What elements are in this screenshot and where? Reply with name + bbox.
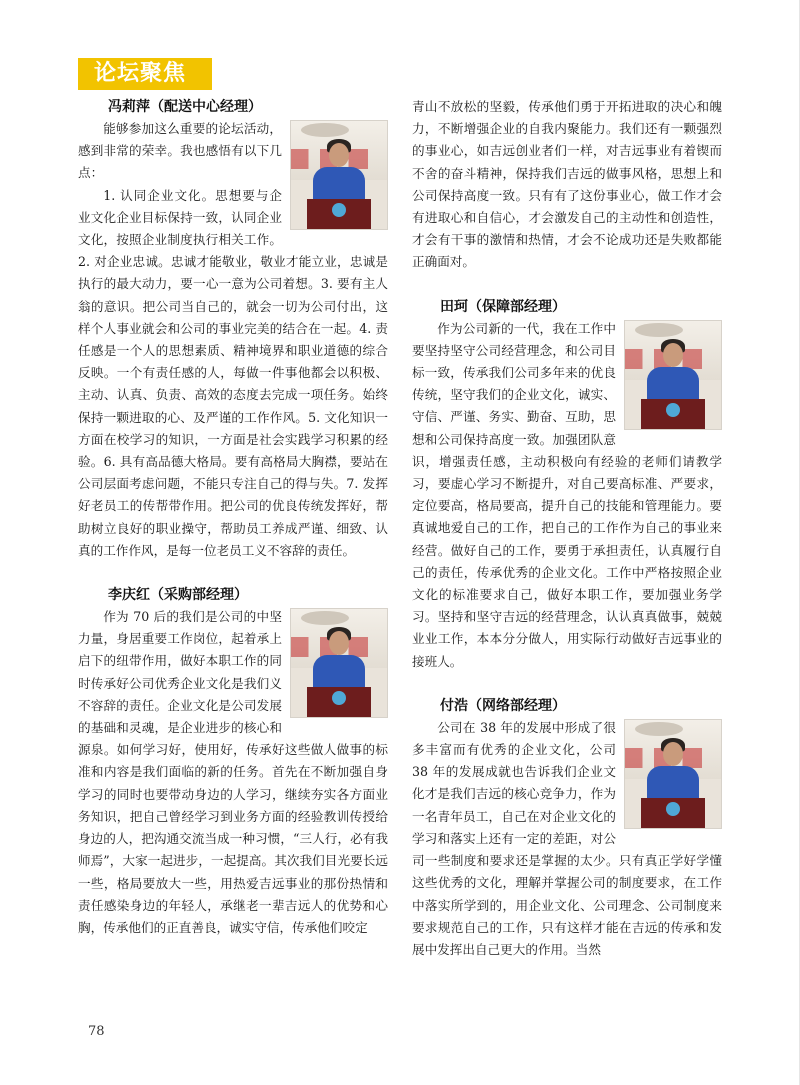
- section-title: 论坛聚焦: [94, 61, 187, 86]
- page-number: 78: [88, 1024, 105, 1039]
- left-column: [78, 96, 388, 939]
- paragraph: 公司在 38 年的发展中形成了很多丰富而有优秀的企业文化，公司 38 年的发展成就也告诉我们企业文化才是我们吉远的核心竞争力，作为一名青年员工，自己在对企业文化的学习和落实上还有一定的差距，对公司一些制度和要求还是掌握的太少。只有真正学好学懂这些优秀的文化，理解并掌握公司的制度要求，在工作中落实所学到的，用企业文化、公司理念、公司制度来要求规范自己的工作，只有这样才能在吉远的传承和发展中发挥出自己更大的作用。当然: [412, 719, 722, 957]
- paragraph: 作为公司新的一代，我在工作中要坚持坚守公司经营理念，和公司目标一致，传承我们公司多年来的优良传统，坚守我们的企业文化，诚实、守信、严谨、务实、勤奋、互助，思想和公司保持高度一致。加强团队意识，增强责任感，主动积极向有经验的老师们请教学习，要虚心学习不断提升，对自己要高标准、严要求，定位要高，格局要高，提升自己的技能和管理能力。要真诚地爱自己的工作，把自己的工作作为自己的事业来经营。做好自己的工作，要勇于承担责任，认真履行自己的责任，传承优秀的企业文化。工作中严格按照企业文化的标准要求自己，做好本职工作，要加强业务学习。坚持和坚守吉远的经营理念，认认真真做事，兢兢业业工作，本本分分做人，用实际行动做好吉远事业的接班人。: [412, 320, 722, 669]
- right-column: [412, 96, 722, 961]
- paragraph: 能够参加这么重要的论坛活动，感到非常的荣幸。我也感悟有以下几点：: [78, 121, 282, 181]
- section-banner: [78, 58, 212, 90]
- speaker-photo-feng: [290, 120, 388, 230]
- speaker-photo-fu: [624, 719, 722, 829]
- paragraph: 1. 认同企业文化。思想要与企业文化企业目标保持一致，认同企业文化，按照企业制度执行相关工作。2. 对企业忠诚。忠诚才能敬业，敬业才能立业，忠诚是执行的最大动力，要一心一意为公司着想。3. 要有主人翁的意识。把公司当自己的，就会一切为公司付出，这样个人事业就会和公司的事业完美的结合在一起。4. 责任感是一个人的思想素质、精神境界和职业道德的综合反映。一个有责任感的人，每做一件事他都会以积极、主动、认真、负责、高效的态度去完成一项任务。始终保持一颗进取的心、及严谨的工作作风。5. 文化知识一方面在校学习的知识，一方面是社会实践学习积累的经验。6. 具有高品德大格局。要有高格局大胸襟，要站在公司层面考虑问题，不能只专注自己的得与失。7. 发挥好老员工的传帮带作用。把公司的优良传统发挥好，帮助树立良好的职业操守，帮助员工养成严谨、细致、认真的工作作风，是每一位老员工义不容辞的责任。: [78, 187, 388, 558]
- speaker-photo-tian: [624, 320, 722, 430]
- speaker-photo-li: [290, 608, 388, 718]
- article-heading-li: 李庆红（采购部经理）: [108, 587, 248, 604]
- paragraph: 作为 70 后的我们是公司的中坚力量，身居重要工作岗位，起着承上启下的纽带作用，做好本职工作的同时传承好公司优秀企业文化是我们义不容辞的责任。企业文化是公司发展的基础和灵魂，是企业进步的核心和源泉。如何学习好，使用好，传承好这些做人做事的标准和内容是我们面临的新的任务。首先在不断加强自身学习的同时也要带动身边的人学习，继续夯实各方面业务知识，把自己曾经学习到业务方面的经验教训传授给身边的人，把沟通交流当成一种习惯，“三人行，必有我师焉”，大家一起进步，一起提高。其次我们目光要长远一些，格局要放大一些，用热爱吉远事业的那份热情和责任感染身边的年轻人，承继老一辈吉远人的优势和心胸，传承他们的正直善良，诚实守信，传承他们咬定: [78, 609, 388, 935]
- article-heading-fu: 付浩（网络部经理）: [440, 697, 566, 714]
- paragraph-continued: 青山不放松的坚毅，传承他们勇于开拓进取的决心和魄力，不断增强企业的自我内聚能力。我们还有一颗强烈的事业心，如吉远创业者们一样，对吉远事业有着锲而不舍的奋斗精神，保持我们吉远的做事风格，思想上和公司保持高度一致。只有有了这份事业心，做工作才会有进取心和自信心，才会激发自己的主动性和创造性，才会有干事的激情和热情，才会不论成功还是失败都能正确面对。: [412, 99, 722, 270]
- article-heading-feng: 冯莉萍（配送中心经理）: [108, 99, 262, 115]
- article-heading-tian: 田珂（保障部经理）: [440, 298, 566, 315]
